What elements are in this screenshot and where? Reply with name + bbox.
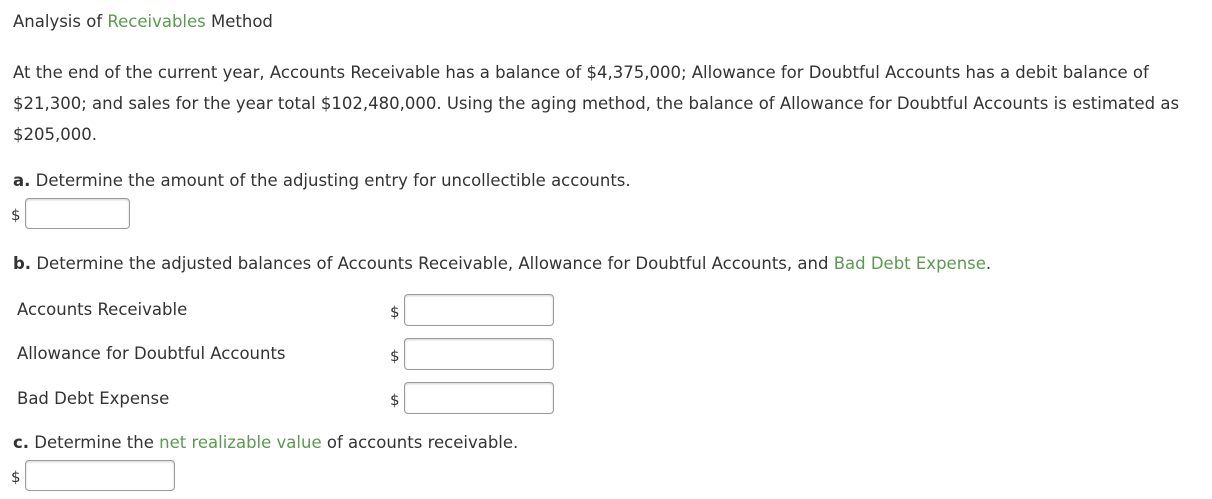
title-suffix: Method [205, 12, 273, 31]
currency-symbol-allowance: $ [390, 347, 400, 365]
question-c-text-after: of accounts receivable. [321, 433, 519, 452]
currency-symbol-a: $ [11, 206, 21, 224]
question-c [13, 433, 518, 452]
row-label-allowance-doubtful-accounts: Allowance for Doubtful Accounts [17, 344, 286, 363]
net-realizable-value-link[interactable]: net realizable value [159, 433, 322, 452]
currency-symbol-c: $ [11, 468, 21, 486]
bad-debt-expense-input[interactable] [404, 382, 554, 414]
problem-statement: At the end of the current year, Accounts Receivable has a balance of $4,375,000; Allowance for Doubtful Accounts has a debit balance of $21,300; and sales for the year total $102,480,000. Using the aging method, the balance of Allowance for Doubtful Accounts is estimated as $205,000. [13, 63, 1180, 144]
question-a-letter: a. [13, 171, 31, 190]
page-title [13, 12, 273, 31]
title-prefix: Analysis of [13, 12, 108, 31]
row-label-accounts-receivable: Accounts Receivable [17, 300, 188, 319]
question-b-text: Determine the adjusted balances of Accounts Receivable, Allowance for Doubtful Accounts, and [31, 254, 834, 273]
question-a-text: Determine the amount of the adjusting entry for uncollectible accounts. [30, 171, 631, 190]
currency-symbol-bad-debt: $ [390, 391, 400, 409]
question-b-end: . [985, 254, 992, 273]
question-c-text-before: Determine the [29, 433, 160, 452]
row-label-bad-debt-expense: Bad Debt Expense [17, 389, 170, 408]
allowance-doubtful-accounts-input[interactable] [404, 338, 554, 370]
question-c-letter: c. [13, 433, 30, 452]
currency-symbol-accounts-receivable: $ [390, 303, 400, 321]
accounts-receivable-input[interactable] [404, 294, 554, 326]
net-realizable-value-input[interactable] [25, 460, 175, 491]
adjusting-entry-amount-input[interactable] [25, 198, 130, 229]
receivables-link[interactable]: Receivables [107, 12, 206, 31]
question-b-letter: b. [13, 254, 32, 273]
question-a [13, 171, 631, 190]
question-b [13, 254, 991, 273]
bad-debt-expense-link[interactable]: Bad Debt Expense [833, 254, 986, 273]
